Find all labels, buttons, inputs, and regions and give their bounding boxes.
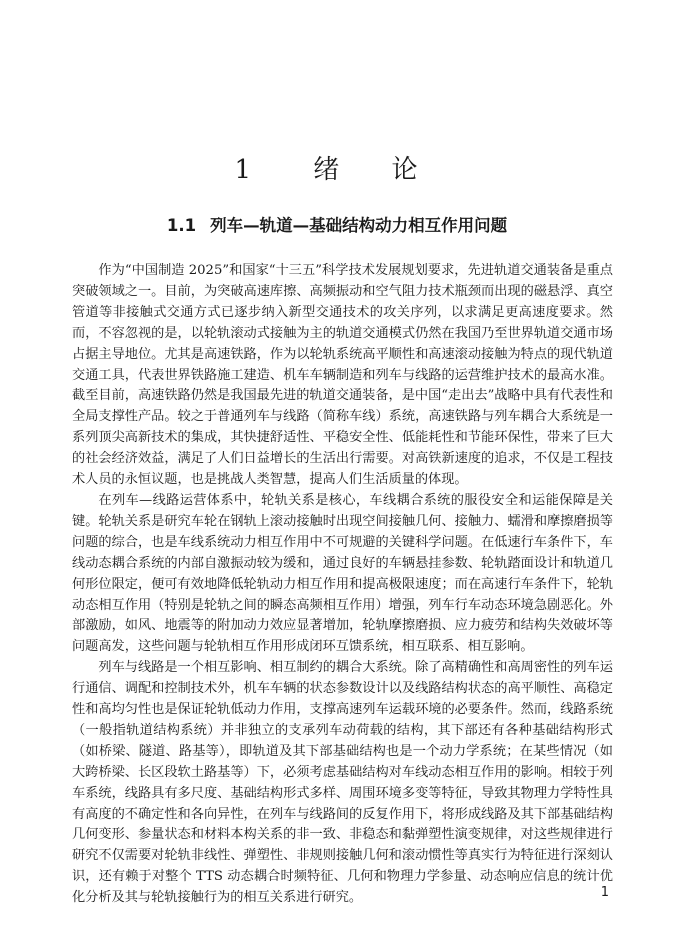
section-number: 1.1 <box>166 216 197 235</box>
body-text <box>72 261 613 909</box>
paragraph-2: 在列车—线路运营体系中，轮轨关系是核心，车线耦合系统的服役安全和运能保障是关键。轮轨关系是研究车轮在钢轨上滚动接触时出现空间接触几何、接触力、蠕滑和摩擦磨损等问题的综合，也是车线系统动力相互作用中不可规避的关键科学问题。在低速行车条件下，车线动态耦合系统的内部自激振动较为缓和，通过良好的车辆悬挂参数、轮轨踏面设计和轨道几何形位限定，便可有效地降低轮轨动力相互作用和提高极限速度；而在高速行车条件下，轮轨动态相互作用（特别是轮轨之间的瞬态高频相互作用）增强，列车行车动态环境急剧恶化。外部激励，如风、地震等的附加动力效应显著增加，轮轨摩擦磨损、应力疲劳和结构失效破坏等问题高发，这些问题与轮轨相互作用形成闭环互馈系统，相互联系、相互影响。 <box>72 492 613 655</box>
paragraph-1: 作为“中国制造 2025”和国家“十三五”科学技术发展规划要求，先进轨道交通装备是重点突破领域之一。目前，为突破高速库擦、高频振动和空气阻力技术瓶颈而出现的磁悬浮、真空管道等非接触式交通方式已逐步纳入新型交通技术的攻关序列，以求满足更高速度要求。然而，不容忽视的是，以轮轨滚动式接触为主的轨道交通模式仍然在我国乃至世界轨道交通市场占据主导地位。尤其是高速铁路，作为以轮轨系统高平顺性和高速滚动接触为特点的现代轨道交通工具，代表世界铁路施工建造、机车车辆制造和列车与线路的运营维护技术的最高水准。截至目前，高速铁路仍然是我国最先进的轨道交通装备，是中国“走出去”战略中具有代表性和全局支撑性产品。较之于普通列车与线路（简称车线）系统，高速铁路与列车耦合大系统是一系列顶尖高新技术的集成，其快捷舒适性、平稳安全性、低能耗性和节能环保性，带来了巨大的社会经济效益，满足了人们日益增长的生活出行需要。对高铁新速度的追求，不仅是工程技术人员的永恒议题，也是挑战人类智慧，提高人们生活质量的体现。 <box>72 263 613 488</box>
chapter-title-part2: 论 <box>391 155 420 185</box>
paragraph-3: 列车与线路是一个相互影响、相互制约的耦合大系统。除了高精确性和高周密性的列车运行通信、调配和控制技术外，机车车辆的状态参数设计以及线路结构状态的高平顺性、高稳定性和高均匀性也是保证轮轨低动力作用，支撑高速列车运载环境的必要条件。然而，线路系统（一般指轨道结构系统）并非独立的支承列车动荷载的结构，其下部还有各种基础结构形式（如桥梁、隧道、路基等），即轨道及其下部基础结构也是一个动力学系统；在某些情况（如大跨桥梁、长区段软土路基等）下，必须考虑基础结构对车线动态相互作用的影响。相较于列车系统，线路具有多尺度、基础结构形式多样、周围环境多变等特征，导致其物理力学特性具有高度的不确定性和各向异性，在列车与线路间的反复作用下，将形成线路及其下部基础结构几何变形、参量状态和材料本构关系的非一致、非稳态和黏弹塑性演变规律，对这些规律进行研究不仅需要对轮轨非线性、弹塑性、非规则接触几何和滚动惯性等真实行为特征进行深刻认识，还有赖于对整个 TTS 动态耦合时频特征、几何和物理力学参量、动态响应信息的统计优化分析及其与轮轨接触行为的相互关系进行研究。 <box>72 660 613 906</box>
chapter-heading <box>0 152 674 188</box>
chapter-number: 1 <box>234 155 253 185</box>
section-title-text: 列车—轨道—基础结构动力相互作用问题 <box>210 216 508 235</box>
chapter-title-part1: 绪 <box>313 155 342 185</box>
page-number: 1 <box>600 885 609 900</box>
section-heading <box>0 214 674 238</box>
